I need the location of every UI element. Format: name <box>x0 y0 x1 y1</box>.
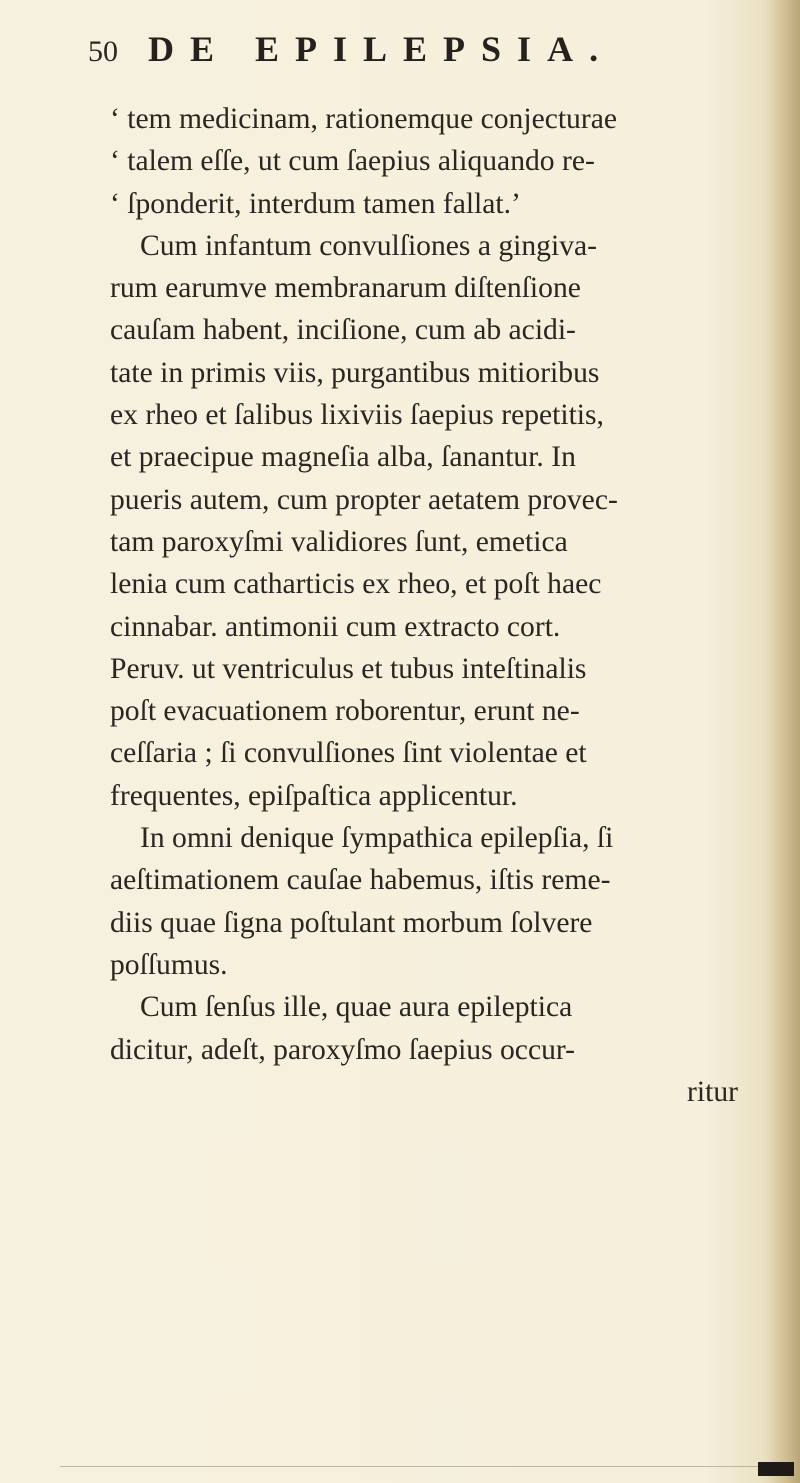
text-line: lenia cum catharticis ex rheo, et poſt haec <box>110 568 602 601</box>
text-line: cauſam habent, inciſione, cum ab acidi- <box>110 314 576 347</box>
text-line: Peruv. ut ventriculus et tubus inteſtinalis <box>110 652 587 685</box>
text-line: poſſumus. <box>110 948 228 981</box>
text-line: ‘ ſponderit, interdum tamen fallat.’ <box>110 187 521 220</box>
bottom-rule <box>60 1466 760 1467</box>
page-number: 50 <box>88 35 118 68</box>
text-line: Cum ſenſus ille, quae aura epileptica <box>140 991 573 1024</box>
text-line: In omni denique ſympathica epilepſia, ſi <box>140 822 614 855</box>
page-header <box>88 28 668 78</box>
text-line: tam paroxyſmi validiores ſunt, emetica <box>110 525 568 558</box>
scan-corner-mark <box>758 1462 794 1476</box>
text-line: rum earumve membranarum diſtenſione <box>110 272 581 305</box>
text-line: ‘ tem medicinam, rationemque conjecturae <box>110 103 617 135</box>
text-line: et praecipue magneſia alba, ſanantur. In <box>110 441 576 474</box>
text-line: pueris autem, cum propter aetatem provec- <box>110 483 618 516</box>
text-line: ‘ talem eſſe, ut cum ſaepius aliquando re- <box>110 145 595 178</box>
text-line: frequentes, epiſpaſtica applicentur. <box>110 779 518 812</box>
text-line: dicitur, adeſt, paroxyſmo ſaepius occur- <box>110 1033 575 1066</box>
text-line: ceſſaria ; ſi convulſiones ſint violentae et <box>110 737 587 770</box>
text-line: diis quae ſigna poſtulant morbum ſolvere <box>110 906 593 939</box>
text-line: Cum infantum convulſiones a gingiva- <box>140 229 597 262</box>
running-title: DE EPILEPSIA. <box>148 29 615 69</box>
body-text <box>110 98 750 1113</box>
text-line: cinnabar. antimonii cum extracto cort. <box>110 610 561 643</box>
text-line: aeſtimationem cauſae habemus, iſtis reme- <box>110 864 611 897</box>
text-line: poſt evacuationem roborentur, erunt ne- <box>110 695 580 728</box>
text-line: tate in primis viis, purgantibus mitioribus <box>110 356 600 389</box>
page-edge-shadow <box>766 0 800 1483</box>
text-line: ex rheo et ſalibus lixiviis ſaepius repetitis, <box>110 399 604 432</box>
catchword: ritur <box>687 1075 738 1108</box>
